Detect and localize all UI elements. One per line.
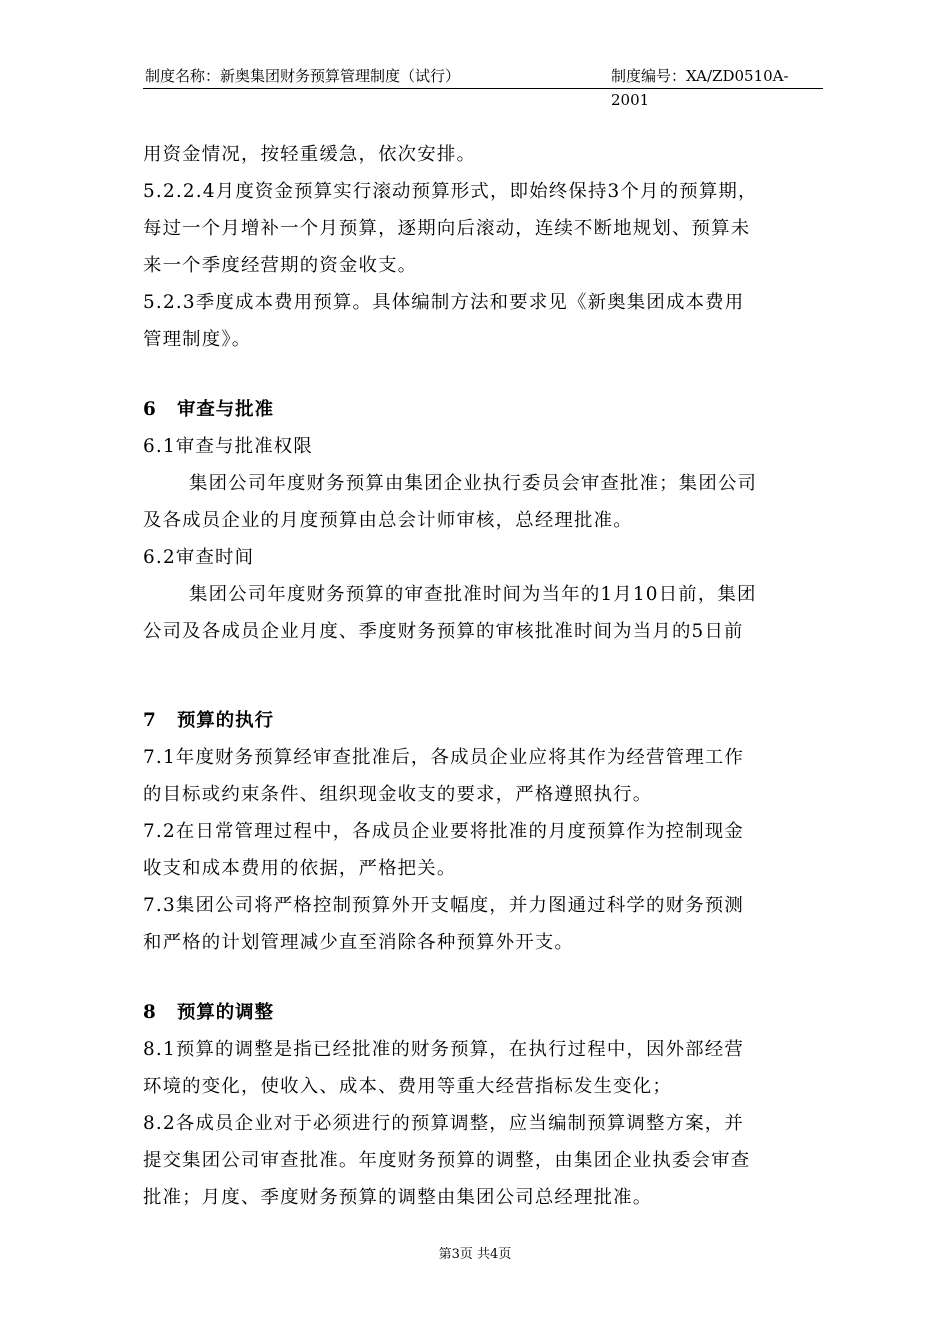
paragraph: 8.2各成员企业对于必须进行的预算调整，应当编制预算调整方案，并 [143,1113,744,1134]
section-spacer [143,650,833,702]
paragraph: 收支和成本费用的依据，严格把关。 [143,858,457,879]
document-title: 制度名称：新奥集团财务预算管理制度（试行） [145,67,461,85]
paragraph: 和严格的计划管理减少直至消除各种预算外开支。 [143,932,574,953]
document-code: 制度编号：XA/ZD0510A-2001 [611,67,789,109]
paragraph: 5.2.2.4月度资金预算实行滚动预算形式，即始终保持3个月的预算期， [143,181,758,202]
section-title: 预算的调整 [177,1002,274,1023]
paragraph: 7.3集团公司将严格控制预算外开支幅度，并力图通过科学的财务预测 [143,895,744,916]
section-number: 6 [143,399,157,420]
section-number: 7 [143,710,157,731]
section-heading-8 [143,994,833,1031]
paragraph: 来一个季度经营期的资金收支。 [143,255,418,276]
section-spacer [143,358,833,391]
section-heading-6 [143,391,833,428]
section-title: 预算的执行 [177,710,274,731]
section-title: 审查与批准 [177,399,274,420]
paragraph: 集团公司年度财务预算由集团企业执行委员会审查批准；集团公司 [189,473,758,494]
paragraph: 集团公司年度财务预算的审查批准时间为当年的1月10日前，集团 [189,584,757,605]
page-number: 第3页 共4页 [438,1247,512,1262]
paragraph: 及各成员企业的月度预算由总会计师审核，总经理批准。 [143,510,633,531]
paragraph: 8.1预算的调整是指已经批准的财务预算，在执行过程中，因外部经营 [143,1039,744,1060]
paragraph: 提交集团公司审查批准。年度财务预算的调整，由集团企业执委会审查 [143,1150,751,1171]
paragraph: 用资金情况，按轻重缓急，依次安排。 [143,144,477,165]
section-spacer [143,961,833,994]
paragraph: 管理制度》。 [143,329,252,350]
page-footer [0,1246,950,1264]
paragraph: 7.1年度财务预算经审查批准后，各成员企业应将其作为经营管理工作 [143,747,744,768]
paragraph: 批准；月度、季度财务预算的调整由集团公司总经理批准。 [143,1187,653,1208]
section-heading-7 [143,702,833,739]
document-body [143,136,833,1216]
section-number: 8 [143,1002,157,1023]
subsection-heading: 6.2审查时间 [143,547,255,568]
paragraph: 每过一个月增补一个月预算，逐期向后滚动，连续不断地规划、预算未 [143,218,751,239]
subsection-heading: 6.1审查与批准权限 [143,436,313,457]
page-header [143,64,823,109]
paragraph: 7.2在日常管理过程中，各成员企业要将批准的月度预算作为控制现金 [143,821,744,842]
paragraph: 公司及各成员企业月度、季度财务预算的审核批准时间为当月的5日前 [143,621,744,642]
paragraph: 的目标或约束条件、组织现金收支的要求，严格遵照执行。 [143,784,653,805]
paragraph: 环境的变化，使收入、成本、费用等重大经营指标发生变化； [143,1076,672,1097]
paragraph: 5.2.3季度成本费用预算。具体编制方法和要求见《新奥集团成本费用 [143,292,745,313]
